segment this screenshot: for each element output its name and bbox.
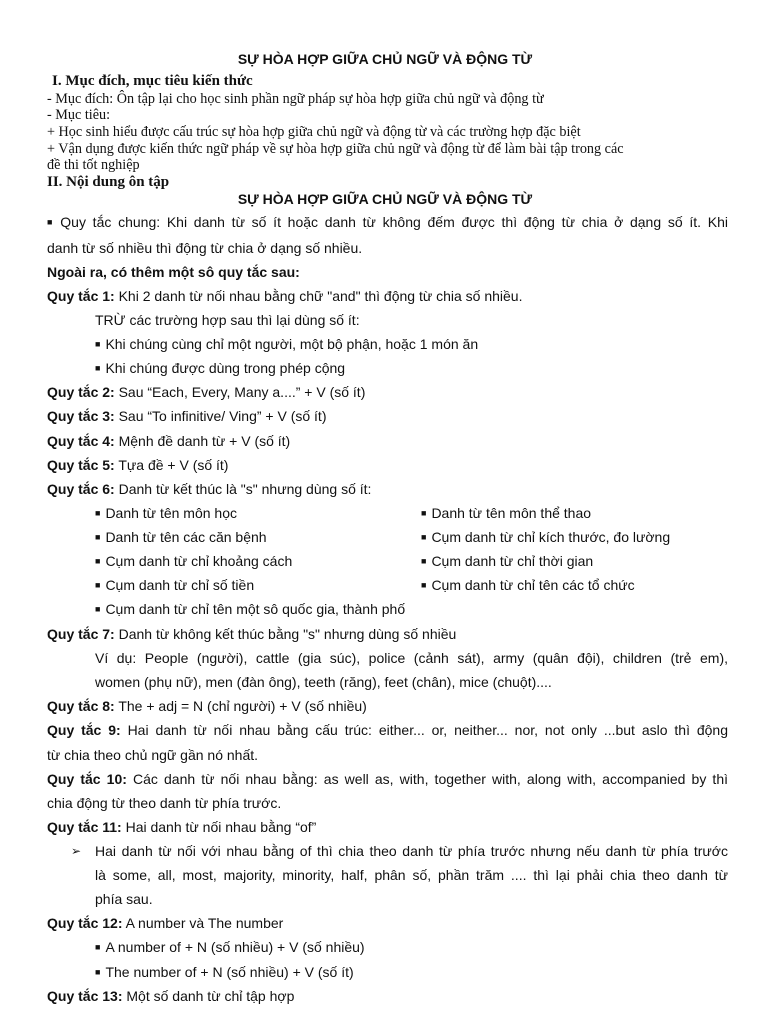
rule-10-cont: chia động từ theo danh từ phía trước.: [47, 795, 282, 811]
objective-2-cont: đề thi tốt nghiệp: [47, 157, 140, 173]
more-rules-heading: Ngoài ra, có thêm một sô quy tắc sau:: [47, 264, 300, 280]
section2-heading: II. Nội dung ôn tập: [47, 174, 170, 190]
objective-line: - Mục tiêu:: [47, 107, 111, 123]
rule-6-item: ■ Cụm danh từ chỉ tên các tổ chức: [421, 577, 635, 593]
rule-11-detail: phía sau.: [95, 891, 153, 907]
rule-12-bullet: ■ The number of + N (số nhiều) + V (số ít): [95, 964, 354, 980]
rule-4: Quy tắc 4: Mệnh đề danh từ + V (số ít): [47, 433, 291, 449]
document-title: SỰ HÒA HỢP GIỮA CHỦ NGỮ VÀ ĐỘNG TỪ: [237, 51, 533, 67]
rule-10: Quy tắc 10: Các danh từ nối nhau bằng: as well as, with, together with, along with, accompanied by thì: [47, 771, 728, 787]
rule-1-bullet: ■ Khi chúng cùng chỉ một người, một bộ phận, hoặc 1 món ăn: [95, 336, 478, 352]
rule-6-item: ■ Cụm danh từ chỉ số tiền: [95, 577, 254, 593]
rule-6-item: ■ Cụm danh từ chỉ thời gian: [421, 553, 593, 569]
general-rule-line2: danh từ số nhiều thì động từ chia ở dạng số nhiều.: [47, 240, 363, 256]
rule-13: Quy tắc 13: Một số danh từ chỉ tập hợp: [47, 988, 295, 1004]
rule-12: Quy tắc 12: A number và The number: [47, 915, 284, 931]
rule-6-item: ■ Cụm danh từ chỉ kích thước, đo lường: [421, 529, 670, 545]
purpose-line: - Mục đích: Ôn tập lại cho học sinh phần ngữ pháp sự hòa hợp giữa chủ ngữ và động từ: [47, 91, 544, 107]
rule-8: Quy tắc 8: The + adj = N (chỉ người) + V (số nhiều): [47, 698, 367, 714]
rule-12-bullet: ■ A number of + N (số nhiều) + V (số nhiều): [95, 939, 365, 955]
rule-6: Quy tắc 6: Danh từ kết thúc là "s" nhưng dùng số ít:: [47, 481, 372, 497]
objective-1: + Học sinh hiểu được cấu trúc sự hòa hợp giữa chủ ngữ và động từ và các trường hợp đặc biệt: [47, 124, 581, 140]
black-square-icon: [47, 214, 60, 230]
rule-5: Quy tắc 5: Tựa đề + V (số ít): [47, 457, 229, 473]
section1-heading: I. Mục đích, mục tiêu kiến thức: [52, 73, 253, 89]
rule-9: Quy tắc 9: Hai danh từ nối nhau bằng cấu trúc: either... or, neither... nor, not only ...but aslo thì động: [47, 722, 728, 738]
rule-7: Quy tắc 7: Danh từ không kết thúc bằng "s" nhưng dùng số nhiều: [47, 626, 457, 642]
objective-2: + Vận dụng được kiến thức ngữ pháp về sự hòa hợp giữa chủ ngữ và động từ để làm bài tập trong các: [47, 141, 624, 157]
rule-1: Quy tắc 1: Khi 2 danh từ nối nhau bằng chữ "and" thì động từ chia số nhiều.: [47, 288, 523, 304]
rule-11-detail: là some, all, most, majority, minority, half, phân số, phần trăm .... thì lại phải chia theo danh từ: [95, 867, 728, 883]
rule-6-item: ■ Cụm danh từ chỉ khoảng cách: [95, 553, 292, 569]
rule-2: Quy tắc 2: Sau “Each, Every, Many a....” + V (số ít): [47, 384, 366, 400]
rule-6-item: ■ Cụm danh từ chỉ tên một sô quốc gia, thành phố: [95, 601, 405, 617]
rule-7-example: Ví dụ: People (người), cattle (gia súc), police (cảnh sát), army (quân đội), children (trẻ em),: [95, 650, 728, 666]
rule-6-item: ■ Danh từ tên môn thể thao: [421, 505, 591, 521]
rule-11-detail: Hai danh từ nối với nhau bằng of thì chia theo danh từ phía trước nhưng nếu danh từ phía trước: [95, 843, 728, 859]
rule-1-exception: TRỪ các trường hợp sau thì lại dùng số ít:: [95, 312, 360, 328]
rule-11: Quy tắc 11: Hai danh từ nối nhau bằng “of”: [47, 819, 317, 835]
rule-6-item: ■ Danh từ tên các căn bệnh: [95, 529, 267, 545]
general-rule-line1: ■ Quy tắc chung: Khi danh từ số ít hoặc danh từ không đếm được thì động từ chia ở dạng số ít. Khi: [47, 214, 728, 230]
rule-1-bullet: ■ Khi chúng được dùng trong phép cộng: [95, 360, 345, 376]
rule-6-item: ■ Danh từ tên môn học: [95, 505, 237, 521]
arrow-right-icon: ➢: [71, 844, 82, 858]
rule-7-example-cont: women (phụ nữ), men (đàn ông), teeth (răng), feet (chân), mice (chuột)....: [95, 674, 552, 690]
rule-3: Quy tắc 3: Sau “To infinitive/ Ving” + V (số ít): [47, 408, 327, 424]
rule-9-cont: từ chia theo chủ ngữ gần nó nhất.: [47, 747, 259, 763]
section2-subtitle: SỰ HÒA HỢP GIỮA CHỦ NGỮ VÀ ĐỘNG TỪ: [237, 191, 533, 207]
